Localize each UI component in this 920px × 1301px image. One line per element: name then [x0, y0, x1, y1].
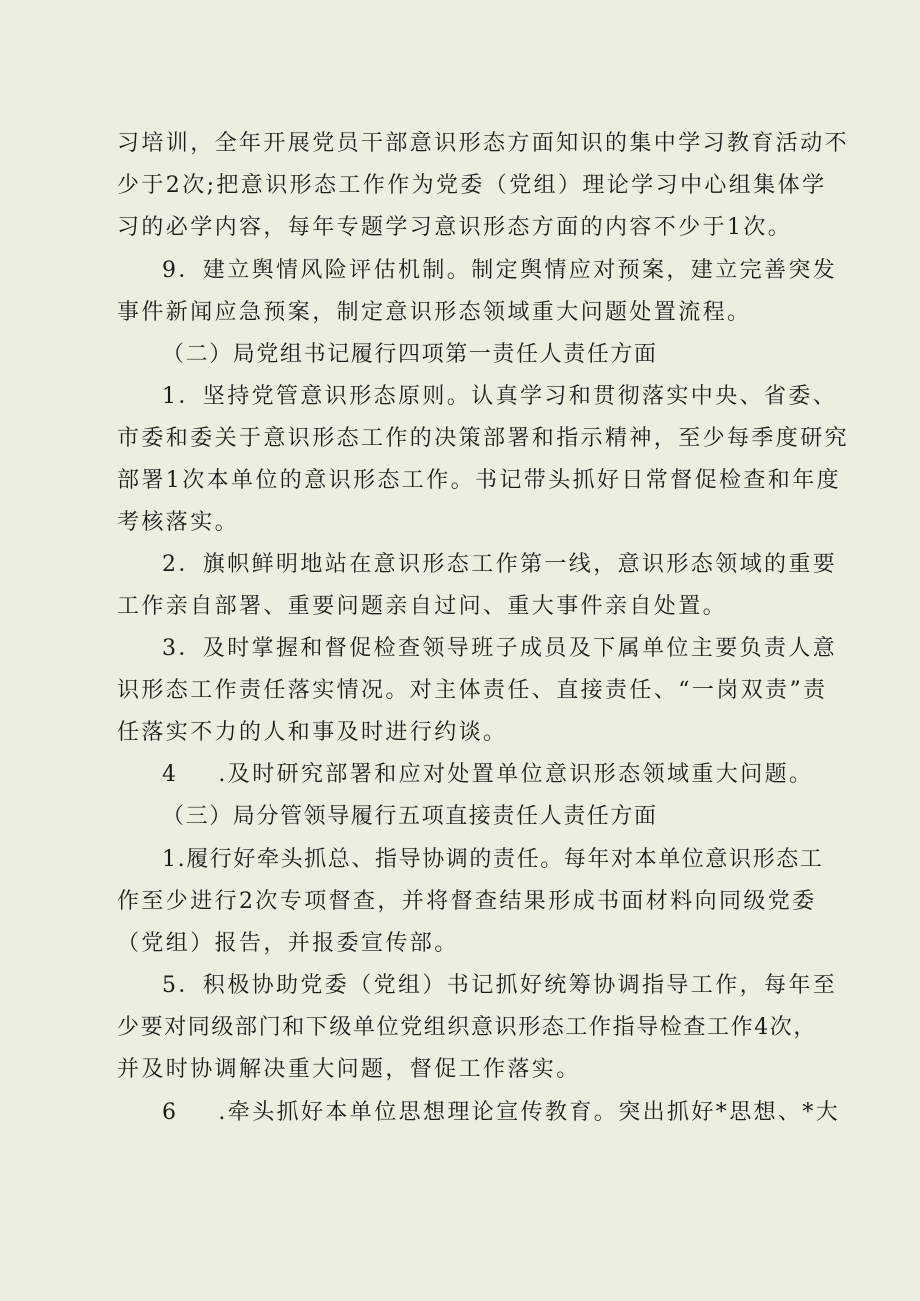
section-3-item-1-line-3: （党组）报告，并报委宣传部。	[117, 931, 459, 956]
section-3-item-6-text: .牵头抓好本单位思想理论宣传教育。突出抓好*思想、*大	[218, 1100, 841, 1125]
section-3-item-5-line-2: 少要对同级部门和下级单位党组织意识形态工作指导检查工作4次，	[117, 1015, 817, 1040]
section-2-item-4	[162, 761, 862, 789]
section-2-item-3-line-1: 3．及时掌握和督促检查领导班子成员及下属单位主要负责人意	[162, 636, 838, 661]
paragraph-8-line-3: 习的必学内容，每年专题学习意识形态方面的内容不少于1次。	[117, 215, 793, 240]
section-3-item-5-line-1: 5．积极协助党委（党组）书记抓好统筹协调指导工作，每年至	[162, 973, 838, 998]
section-3-item-6	[162, 1099, 862, 1127]
section-3-item-6-number: 6	[162, 1100, 179, 1125]
section-2-item-2-line-1: 2．旗帜鲜明地站在意识形态工作第一线，意识形态领域的重要	[162, 552, 838, 577]
section-3-item-5-line-3: 并及时协调解决重大问题，督促工作落实。	[117, 1057, 581, 1082]
section-3-item-1-line-1: 1.履行好牵头抓总、指导协调的责任。每年对本单位意识形态工	[162, 847, 824, 872]
section-2-item-4-text: .及时研究部署和应对处置单位意识形态领域重大问题。	[218, 762, 814, 787]
section-2-item-1-line-2: 市委和委关于意识形态工作的决策部署和指示精神，至少每季度研究	[117, 426, 850, 451]
paragraph-9-line-2: 事件新闻应急预案，制定意识形态领域重大问题处置流程。	[117, 300, 752, 325]
section-3-item-1-line-2: 作至少进行2次专项督查，并将督查结果形成书面材料向同级党委	[117, 889, 817, 914]
section-2-heading: （二）局党组书记履行四项第一责任人责任方面	[162, 342, 658, 367]
paragraph-8-line-2: 少于2次;把意识形态工作作为党委（党组）理论学习中心组集体学	[117, 173, 827, 198]
section-2-item-4-number: 4	[162, 762, 179, 787]
section-2-item-1-line-3: 部署1次本单位的意识形态工作。书记带头抓好日常督促检查和年度	[117, 468, 841, 493]
section-2-item-1-line-1: 1．坚持党管意识形态原则。认真学习和贯彻落实中央、省委、	[162, 384, 838, 409]
paragraph-8-line-1: 习培训，全年开展党员干部意识形态方面知识的集中学习教育活动不	[117, 131, 850, 156]
section-3-heading: （三）局分管领导履行五项直接责任人责任方面	[162, 804, 658, 829]
section-2-item-1-line-4: 考核落实。	[117, 510, 240, 535]
section-2-item-2-line-2: 工作亲自部署、重要问题亲自过问、重大事件亲自处置。	[117, 594, 728, 619]
paragraph-9-line-1: 9．建立舆情风险评估机制。制定舆情应对预案，建立完善突发	[162, 258, 838, 283]
section-2-item-3-line-3: 任落实不力的人和事及时进行约谈。	[117, 720, 508, 745]
section-2-item-3-line-2: 识形态工作责任落实情况。对主体责任、直接责任、“一岗双责”责	[117, 678, 828, 703]
